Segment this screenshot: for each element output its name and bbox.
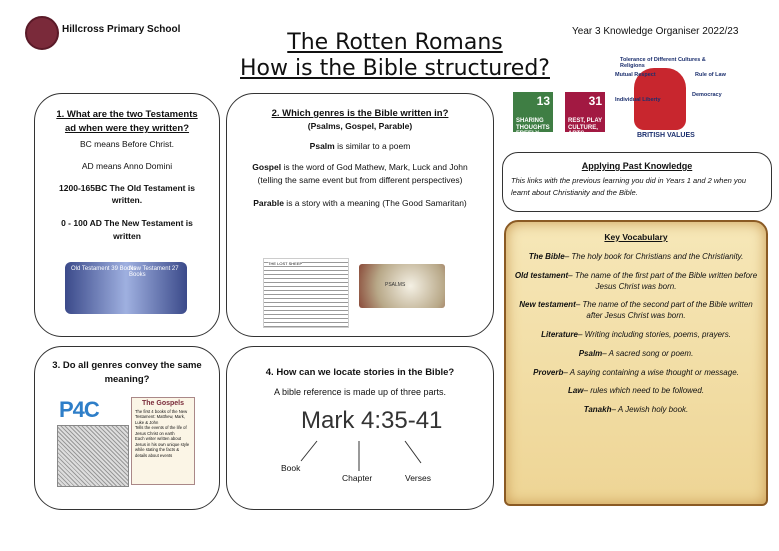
section1-heading: 1. What are the two Testaments ad when were they written?: [56, 109, 198, 135]
section1-ad: AD means Anno Domini: [81, 160, 173, 171]
vocabulary-heading: Key Vocabulary: [604, 232, 668, 242]
p4c-logo: P4C: [59, 397, 99, 422]
vocab-item: Old testament– The name of the first part of the Bible written before Jesus Christ was born.: [514, 270, 758, 291]
label-book: Book: [281, 463, 301, 473]
vocab-item: Tanakh– A Jewish holy book.: [583, 405, 689, 415]
page-subtitle: How is the Bible structured?: [240, 56, 550, 81]
vocab-item: Psalm– A sacred song or poem.: [578, 348, 694, 358]
section2-psalm: Psalm is similar to a poem: [309, 141, 411, 151]
section1-old: 1200-165BC The Old Testament is written.: [59, 182, 195, 206]
bv-label: BRITISH VALUES: [637, 132, 695, 139]
gospel-illustration: [57, 425, 129, 487]
vocabulary-content: [512, 232, 760, 416]
vocab-item: Law– rules which need to be followed.: [567, 386, 705, 396]
section1-new: 0 - 100 AD The New Testament is written: [61, 218, 193, 241]
section1-bc: BC means Before Christ.: [79, 138, 174, 149]
section2-subheading: (Psalms, Gospel, Parable): [307, 121, 413, 131]
bv-mutual-respect: Mutual Respect: [615, 72, 656, 78]
section-locate: [226, 346, 494, 510]
reference-arrows: [227, 347, 493, 507]
gospels-card: The Gospels The first 4 books of the New Testament: Matthew, Mark, Luke & John Tells the events of the life of Jesus Christ on earth Each writer written about Jesus in his own unique style while stating the facts & details about events: [131, 397, 195, 485]
testaments-book-image: Old Testament 39 Books New Testament 27 Books: [65, 262, 187, 314]
section-genres: [226, 93, 494, 337]
section-meaning: [34, 346, 220, 510]
page-title: The Rotten Romans: [287, 30, 503, 55]
sdg-13-badge: 13 SHARING THOUGHTS FREELY: [513, 92, 553, 132]
section2-gospel: Gospel is the word of God Mathew, Mark, Luck and John (telling the same event but from different perspectives): [252, 162, 468, 186]
vocab-item: Proverb– A saying containing a wise thought or message.: [533, 367, 739, 377]
section2-heading: 2. Which genres is the Bible written in?: [271, 108, 449, 119]
section2-parable: Parable is a story with a meaning (The Good Samaritan): [253, 198, 467, 209]
bible-reference: Mark 4:35-41: [301, 407, 443, 434]
past-knowledge-text: This links with the previous learning you did in Years 1 and 2 when you learnt about Christianity and the Bible.: [511, 176, 747, 197]
organiser-label: Year 3 Knowledge Organiser 2022/23: [572, 26, 739, 37]
bv-individual-liberty: Individual Liberty: [615, 97, 661, 103]
school-logo: [25, 16, 59, 50]
vocab-item: New testament– The name of the second part of the Bible written after Jesus Christ was born.: [519, 300, 753, 321]
label-verses: Verses: [405, 473, 431, 483]
bv-tolerance: Tolerance of Different Cultures & Religions: [620, 57, 706, 69]
sdg-31-badge: 31 REST, PLAY CULTURE, ARTS: [565, 92, 605, 132]
past-knowledge-box: [502, 152, 772, 212]
section-testaments: [34, 93, 220, 337]
section4-heading: 4. How can we locate stories in the Bible?: [265, 367, 455, 378]
bv-rule-of-law: Rule of Law: [695, 72, 726, 78]
psalms-photo-image: PSALMS: [359, 264, 445, 308]
vocab-item: Literature– Writing including stories, poems, prayers.: [541, 329, 731, 339]
section3-heading: 3. Do all genres convey the same meaning?: [52, 360, 202, 386]
section4-text: A bible reference is made up of three parts.: [273, 387, 447, 397]
vocab-item: The Bible– The holy book for Christians and the Christianity.: [528, 252, 744, 261]
label-chapter: Chapter: [342, 473, 373, 483]
school-name: Hillcross Primary School: [62, 24, 181, 35]
bible-text-image: THE LOST SHEEP: [263, 258, 349, 328]
bv-democracy: Democracy: [692, 92, 722, 98]
past-knowledge-heading: Applying Past Knowledge: [581, 161, 693, 171]
